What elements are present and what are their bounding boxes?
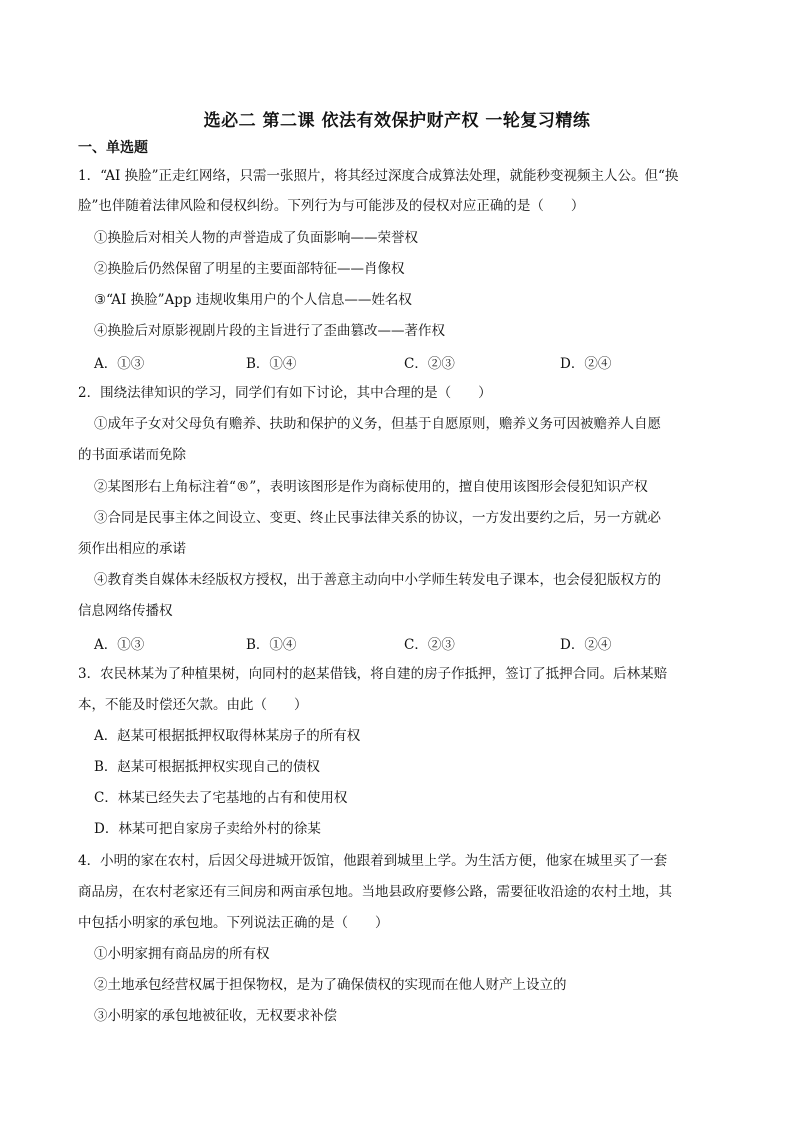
q4-item-2: ②土地承包经营权属于担保物权，是为了确保债权的实现而在他人财产上设立的 — [94, 977, 567, 993]
q4-item-1: ①小明家拥有商品房的所有权 — [94, 946, 270, 962]
q2-stem: 2．围绕法律知识的学习，同学们有如下讨论，其中合理的是（ ） — [78, 385, 492, 401]
q1-option-c[interactable]: C．②③ — [404, 356, 455, 372]
q1-option-d[interactable]: D．②④ — [560, 356, 612, 372]
q2-option-c[interactable]: C．②③ — [404, 637, 455, 653]
q2-item-4-cont: 信息网络传播权 — [78, 603, 173, 619]
q2-option-b[interactable]: B．①④ — [246, 637, 297, 653]
page-title: 选必二 第二课 依法有效保护财产权 一轮复习精练 — [203, 111, 591, 131]
q2-item-2: ②某图形右上角标注着“®”，表明该图形是作为商标使用的，擅自使用该图形会侵犯知识产权 — [94, 479, 648, 495]
q1-option-b[interactable]: B．①④ — [246, 356, 297, 372]
q2-item-3: ③合同是民事主体之间设立、变更、终止民事法律关系的协议，一方发出要约之后，另一方就必 — [94, 510, 661, 526]
q1-stem-line2: 脸”也伴随着法律风险和侵权纠纷。下列行为与可能涉及的侵权对应正确的是（ ） — [78, 198, 585, 214]
q1-item-4: ④换脸后对原影视剧片段的主旨进行了歪曲篡改——著作权 — [94, 323, 445, 339]
q3-choice-b[interactable]: B．赵某可根据抵押权实现自己的债权 — [94, 759, 320, 775]
q1-item-2: ②换脸后仍然保留了明星的主要面部特征——肖像权 — [94, 261, 405, 277]
q1-item-3: ③“AI 换脸”App 违规收集用户的个人信息——姓名权 — [94, 292, 412, 308]
q2-option-a[interactable]: A．①③ — [94, 637, 145, 653]
section-heading: 一、单选题 — [78, 140, 148, 156]
q3-choice-a[interactable]: A．赵某可根据抵押权取得林某房子的所有权 — [94, 728, 361, 744]
q2-item-1-cont: 的书面承诺而免除 — [78, 447, 186, 463]
q1-item-1: ①换脸后对相关人物的声誉造成了负面影响——荣誉权 — [94, 230, 418, 246]
q3-stem-line2: 本，不能及时偿还欠款。由此（ ） — [78, 697, 308, 713]
q2-item-4: ④教育类自媒体未经版权方授权，出于善意主动向中小学师生转发电子课本，也会侵犯版权方的 — [94, 572, 661, 588]
q2-option-d[interactable]: D．②④ — [560, 637, 612, 653]
q3-stem-line1: 3．农民林某为了种植果树，向同村的赵某借钱，将自建的房子作抵押，签订了抵押合同。后林某赔 — [78, 666, 668, 682]
q4-item-3: ③小明家的承包地被征收，无权要求补偿 — [94, 1008, 337, 1024]
q3-choice-d[interactable]: D．林某可把自家房子卖给外村的徐某 — [94, 821, 321, 837]
q1-option-a[interactable]: A．①③ — [94, 356, 145, 372]
q4-stem-line1: 4．小明的家在农村，后因父母进城开饭馆，他跟着到城里上学。为生活方便，他家在城里买了一套 — [78, 853, 668, 869]
q2-options — [94, 633, 694, 653]
q1-stem-line1: 1．“AI 换脸”正走红网络，只需一张照片，将其经过深度合成算法处理，就能秒变视频主人公。但“换 — [78, 168, 679, 184]
q4-stem-line2: 商品房，在农村老家还有三间房和两亩承包地。当地县政府要修公路，需要征收沿途的农村土地，其 — [78, 884, 672, 900]
q1-options — [94, 352, 694, 372]
q2-item-3-cont: 须作出相应的承诺 — [78, 541, 186, 557]
q3-choice-c[interactable]: C．林某已经失去了宅基地的占有和使用权 — [94, 790, 348, 806]
q2-item-1: ①成年子女对父母负有赡养、扶助和保护的义务，但基于自愿原则，赡养义务可因被赡养人自愿 — [94, 416, 661, 432]
q4-stem-line3: 中包括小明家的承包地。下列说法正确的是（ ） — [78, 915, 389, 931]
